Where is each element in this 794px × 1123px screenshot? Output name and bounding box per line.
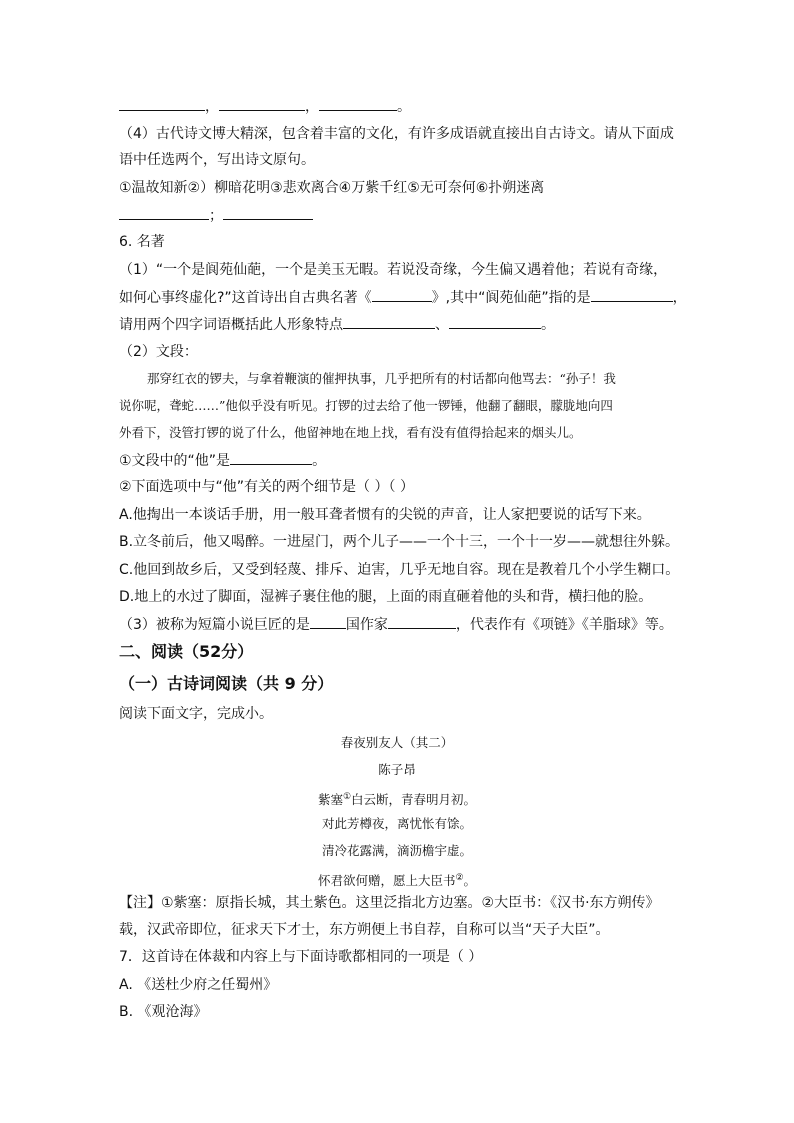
answer-blank[interactable] — [319, 96, 397, 111]
answer-blank[interactable] — [219, 96, 305, 111]
section-heading: 二、阅读（52分） — [119, 642, 254, 661]
answer-blank[interactable] — [230, 450, 312, 465]
question-6-1-line2: 如何心事终虚化?”这首诗出自古典名著《 》,其中“阆苑仙葩”指的是 ， — [119, 287, 687, 308]
answer-blank[interactable] — [119, 205, 209, 220]
answer-blank[interactable] — [372, 287, 432, 302]
question-6-2-title: （2）文段： — [119, 344, 198, 360]
poem-line: 怀君欲何赠，愿上大臣书②。 — [317, 873, 477, 889]
answer-blank[interactable] — [223, 205, 313, 220]
option-b: B.立冬前后，他又喝醉。一进屋门，两个儿子——一个十三，一个十一岁——就想往外躲。 — [119, 534, 680, 550]
option-d: D.地上的水过了脚面，湿裤子裹住他的腿，上面的雨直砸着他的头和背，横扫他的脸。 — [119, 589, 653, 605]
option-a: A.他掏出一本谈话手册，用一般耳聋者惯有的尖锐的声音，让人家把要说的话写下来。 — [119, 507, 651, 523]
question-4-line1: （4）古代诗文博大精深，包含着丰富的文化，有许多成语就直接出自古诗文。请从下面成 — [119, 126, 674, 142]
answer-blank[interactable] — [591, 287, 673, 302]
option-c: C.他回到故乡后，又受到轻蔑、排斥、迫害，几乎无地自容。现在是教着几个小学生糊口。 — [119, 562, 680, 578]
passage-line: 那穿红衣的锣夫，与拿着鞭演的催押执事，几乎把所有的村话都向他骂去：“孙子！我 — [147, 371, 616, 386]
question-7-option-a: A. 《送杜少府之任蜀州》 — [119, 977, 278, 993]
subsection-heading: （一）古诗词阅读（共 9 分） — [119, 674, 334, 693]
question-4-line2: 语中任选两个，写出诗文原句。 — [119, 152, 315, 168]
reading-instruction: 阅读下面文字，完成小。 — [119, 706, 273, 722]
poem-line: 清冷花露满，滴沥檐宇虚。 — [321, 843, 472, 858]
poem-line: 对此芳樽夜，离忧怅有馀。 — [321, 816, 472, 831]
question-6-3: （3）被称为短篇小说巨匠的是 国作家 ，代表作有《项链》《羊脂球》等。 — [119, 614, 673, 635]
answer-blanks-line: ； — [119, 205, 313, 226]
poem-note-line2: 载，汉武帝即位，征求天下才士，东方朔便上书自荐，自称可以当“天子大臣”。 — [119, 922, 610, 938]
answer-blank[interactable] — [119, 96, 205, 111]
poem-author: 陈子昂 — [378, 762, 416, 777]
idiom-options: ①温故知新②）柳暗花明③悲欢离合④万紫千红⑤无可奈何⑥扑朔迷离 — [119, 180, 545, 196]
question-6-2-sub1: ①文段中的“他”是 。 — [119, 450, 326, 471]
answer-blank[interactable] — [310, 614, 346, 629]
answer-blank[interactable] — [343, 314, 435, 329]
answer-blank[interactable] — [388, 614, 456, 629]
question-6-title: 6. 名著 — [119, 234, 165, 250]
answer-blanks-line: ， ， 。 — [119, 96, 411, 117]
poem-title: 春夜别友人（其二） — [340, 735, 454, 750]
passage-line: 说你呢，聋蛇……”他似乎没有听见。打锣的过去给了他一锣锤，他翻了翻眼，朦胧地向四 — [119, 398, 613, 413]
question-6-1-line1: （1）“一个是阆苑仙葩，一个是美玉无暇。若说没奇缘，今生偏又遇着他；若说有奇缘， — [119, 262, 668, 278]
question-6-1-line3: 请用两个四字词语概括此人形象特点 、 。 — [119, 314, 555, 335]
question-7: 7．这首诗在体裁和内容上与下面诗歌都相同的一项是（ ） — [119, 949, 483, 965]
question-6-2-sub2: ②下面选项中与“他”有关的两个细节是（ ）（ ） — [119, 479, 414, 495]
question-7-option-b: B. 《观沧海》 — [119, 1004, 208, 1020]
passage-line: 外看下，没管打锣的说了什么，他留神地在地上找，看有没有值得拾起来的烟头儿。 — [119, 425, 582, 440]
poem-note-line1: 【注】①紫塞：原指长城，其土紫色。这里泛指北方边塞。②大臣书：《汉书·东方朔传》 — [119, 895, 660, 911]
poem-line: 紫塞①白云断，青春明月初。 — [317, 792, 477, 808]
answer-blank[interactable] — [449, 314, 541, 329]
